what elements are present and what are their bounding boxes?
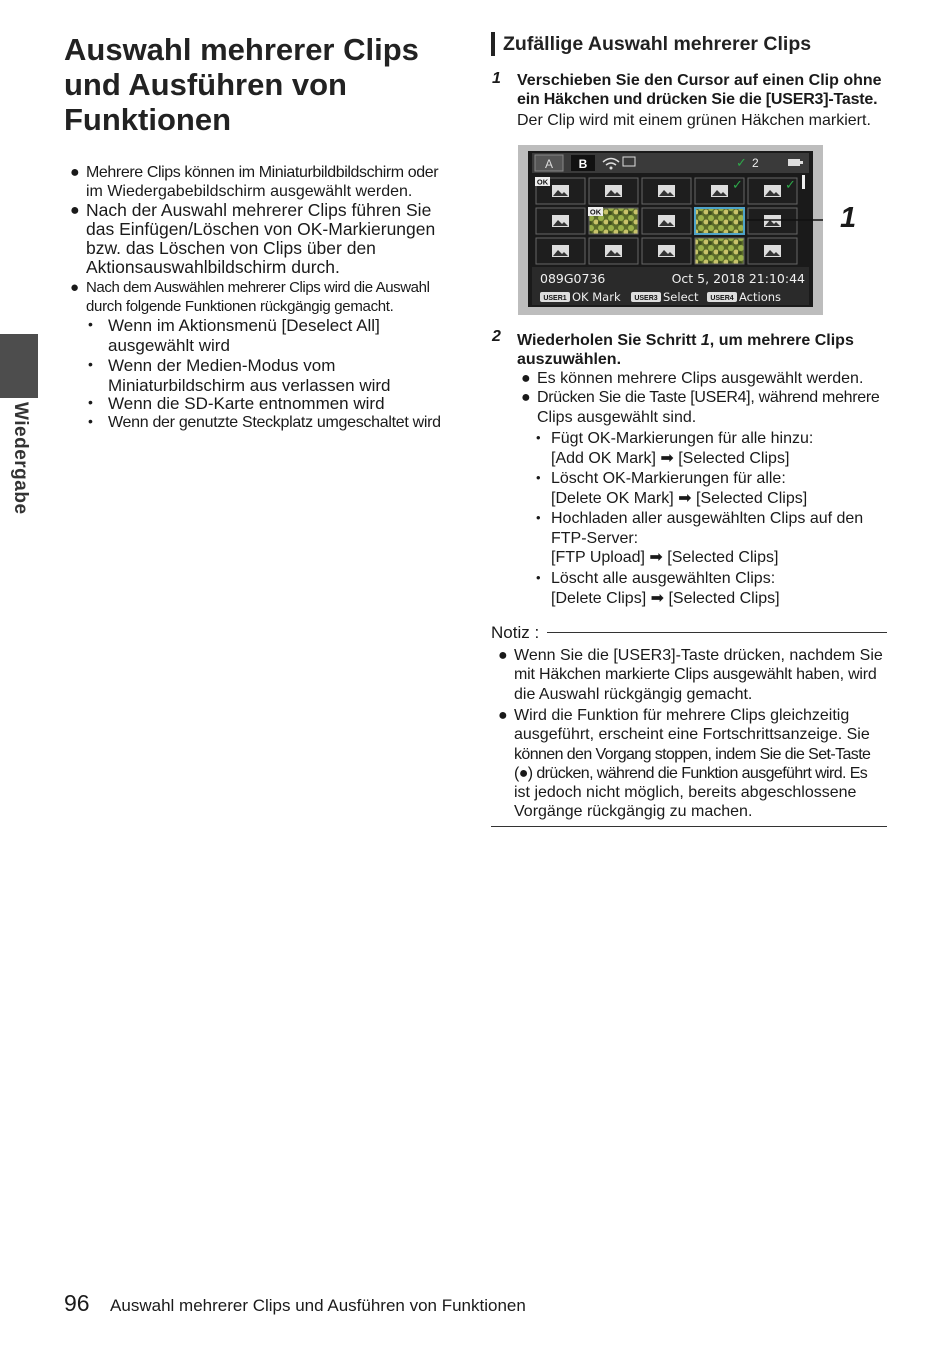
ok-badge-label: OK	[589, 207, 602, 217]
chapter-tab-label: Wiedergabe	[10, 402, 31, 515]
note-bullet: ● Wird die Funktion für mehrere Clips gleichzeitig ausgeführt, erscheint eine Fortschrittsanzeige. Sie können den Vorgang stoppen, indem Sie die Set-Taste (●) drücken, während die Funktion ausgeführt wird. Es ist jedoch nicht möglich, bereits abgeschlossene Vorgänge rückgängig zu machen.	[498, 707, 871, 821]
deselect-condition: • Wenn der Medien-Modus vom Miniaturbildschirm aus verlassen wird	[88, 356, 391, 395]
note-bullet: ● Wenn Sie die [USER3]-Taste drücken, nachdem Sie mit Häkchen markierte Clips ausgewählt haben, wird die Auswahl rückgängig gemacht.	[498, 647, 883, 703]
bullet-icon: ●	[70, 202, 80, 219]
intro-bullet: ● Nach dem Auswählen mehrerer Clips wird die Auswahl durch folgende Funktionen rückgängig gemacht.	[70, 279, 430, 315]
deselect-condition: • Wenn im Aktionsmenü [Deselect All] ausgewählt wird	[88, 316, 380, 355]
action-option: • Löscht alle ausgewählten Clips: [Delete Clips] ➡ [Selected Clips]	[536, 570, 780, 607]
sub-bullet-icon: •	[536, 470, 541, 485]
ok-badge-label: OK	[536, 177, 549, 187]
bullet-icon: ●	[70, 279, 80, 296]
note-end-divider	[491, 826, 887, 827]
action-option: • Löscht OK-Markierungen für alle: [Delete OK Mark] ➡ [Selected Clips]	[536, 470, 808, 507]
green-check-icon: ✓	[732, 178, 743, 193]
bullet-icon: ●	[70, 164, 80, 181]
step-number: 1	[492, 70, 501, 87]
thumbnail-screen-illustration	[518, 145, 823, 315]
note-header: Notiz :	[491, 623, 887, 645]
slot-b-indicator: B	[578, 157, 588, 171]
page-title: Auswahl mehrerer Clips und Ausführen von Funktionen	[64, 32, 419, 137]
select-label: Select	[663, 290, 699, 304]
actions-label: Actions	[739, 290, 782, 304]
clip-datetime: Oct 5, 2018 21:10:44	[671, 271, 805, 286]
step2-bullet: ● Drücken Sie die Taste [USER4], während mehrere Clips ausgewählt sind.	[521, 389, 880, 426]
bullet-icon: ●	[521, 389, 531, 406]
sub-bullet-icon: •	[536, 510, 541, 525]
footer-title: Auswahl mehrerer Clips und Ausführen von Funktionen	[110, 1296, 526, 1315]
step2-bullet: ● Es können mehrere Clips ausgewählt werden.	[521, 370, 864, 387]
page-number: 96	[64, 1290, 90, 1316]
clip-thumbnail	[695, 208, 744, 234]
step-number: 2	[492, 328, 501, 345]
bullet-icon: ●	[498, 647, 508, 664]
svg-text:USER4: USER4	[710, 295, 734, 302]
callout-number: 1	[840, 202, 857, 234]
page-footer	[64, 1290, 526, 1317]
intro-bullet: ● Mehrere Clips können im Miniaturbildbildschirm oder im Wiedergabebildschirm ausgewählt werden.	[70, 164, 439, 200]
intro-bullet: ● Nach der Auswahl mehrerer Clips führen Sie das Einfügen/Löschen von OK-Markierungen bzw. das Löschen von Clips über den Aktionsauswahlbildschirm durch.	[70, 200, 436, 277]
sub-bullet-icon: •	[536, 430, 541, 445]
ok-mark-label: OK Mark	[572, 290, 621, 304]
sub-bullet-icon: •	[536, 570, 541, 585]
deselect-condition: • Wenn der genutzte Steckplatz umgeschaltet wird	[88, 413, 441, 431]
bullet-icon: ●	[498, 707, 508, 724]
step2-instruction: Wiederholen Sie Schritt 1, um mehrere Clips auszuwählen.	[517, 332, 854, 368]
slot-a-indicator: A	[544, 157, 554, 171]
svg-text:USER3: USER3	[634, 295, 658, 302]
note-divider	[547, 632, 887, 633]
sub-bullet-icon: •	[88, 316, 93, 332]
section-heading: Zufällige Auswahl mehrerer Clips	[491, 32, 811, 56]
selected-count: 2	[752, 156, 759, 170]
check-count-icon: ✓	[736, 156, 747, 171]
clip-name: 089G0736	[540, 271, 606, 286]
green-check-icon: ✓	[785, 178, 796, 193]
bullet-icon: ●	[521, 370, 531, 387]
action-option: • Fügt OK-Markierungen für alle hinzu: [Add OK Mark] ➡ [Selected Clips]	[536, 430, 814, 467]
step1-description: Der Clip wird mit einem grünen Häkchen markiert.	[517, 112, 871, 129]
step1-instruction: Verschieben Sie den Cursor auf einen Clip ohne ein Häkchen und drücken Sie die [USER3]-Taste.	[517, 72, 882, 108]
clip-thumbnail	[695, 238, 744, 264]
action-option: • Hochladen aller ausgewählten Clips auf den FTP-Server: [FTP Upload] ➡ [Selected Clips]	[536, 510, 864, 566]
sub-bullet-icon: •	[88, 356, 93, 372]
chapter-tab-marker	[0, 334, 38, 398]
wifi-dot	[610, 167, 613, 170]
deselect-condition: • Wenn die SD-Karte entnommen wird	[88, 394, 385, 413]
sub-bullet-icon: •	[88, 394, 93, 410]
scrollbar	[802, 175, 805, 189]
svg-text:USER1: USER1	[543, 295, 567, 302]
sub-bullet-icon: •	[88, 413, 93, 429]
